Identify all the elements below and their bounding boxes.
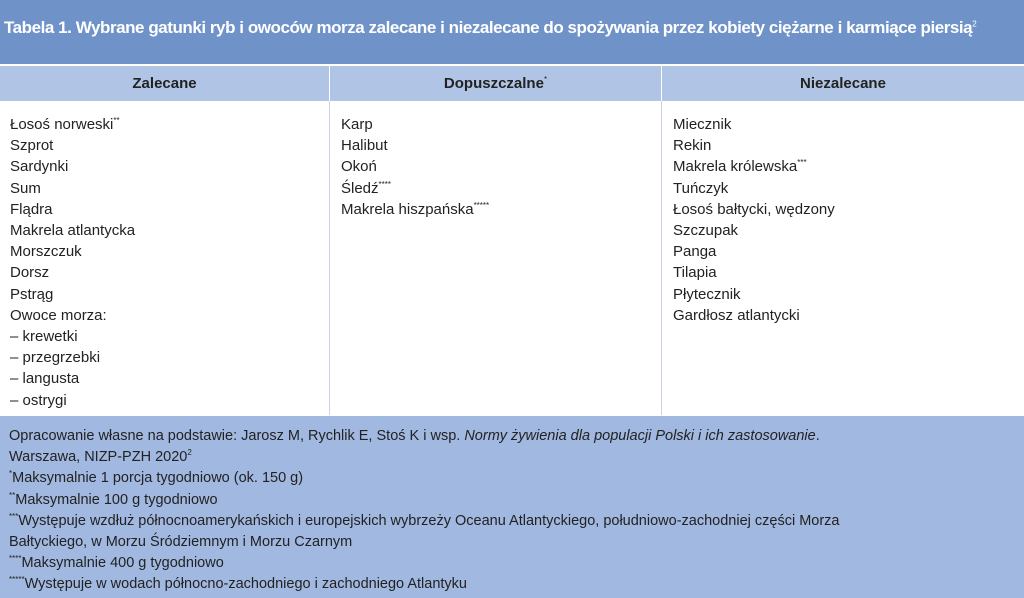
header-allowed-mark: * — [543, 75, 548, 84]
table-title-text: Tabela 1. Wybrane gatunki ryb i owoców morza zalecane i niezalecane do spożywania przez kobiety ciężarne i karmiące piersią — [4, 18, 973, 37]
list-item — [10, 114, 329, 135]
list-item — [673, 284, 1024, 305]
table-body-row — [0, 101, 1024, 415]
header-allowed — [330, 66, 662, 101]
list-item-text: Śledź — [341, 179, 379, 197]
source-suffix: . — [815, 428, 820, 444]
list-item-text: Gardłosz atlantycki — [673, 306, 800, 324]
list-item-text: Miecznik — [673, 116, 732, 133]
footnote-mark: ***** — [473, 200, 490, 210]
list-item — [341, 199, 661, 220]
footnote-mark: ** — [9, 490, 16, 500]
list-item — [673, 114, 1024, 135]
list-item-text: Makrela atlantycka — [10, 222, 136, 240]
header-recommended-label: Zalecane — [132, 75, 197, 92]
list-item-text: Płytecznik — [673, 285, 741, 303]
column-not-recommended — [662, 101, 1024, 415]
list-item — [10, 284, 329, 305]
list-item — [10, 368, 329, 389]
list-item — [673, 135, 1024, 156]
source-title: Normy żywienia dla populacji Polski i ich zastosowanie — [464, 428, 816, 444]
list-item — [10, 135, 329, 156]
list-item-text: Makrela hiszpańska — [341, 200, 474, 218]
list-item-text: Tilapia — [673, 264, 717, 282]
table-notes — [0, 416, 1024, 598]
footnote-text: Występuje w wodach północno-zachodniego i zachodniego Atlantyku — [24, 576, 467, 593]
list-item — [673, 241, 1024, 262]
source-ref: 2 — [187, 448, 192, 458]
list-item — [341, 178, 661, 199]
list-item-text: Dorsz — [10, 264, 50, 282]
list-item-text: Rekin — [673, 137, 712, 155]
source-publisher: Warszawa, NIZP-PZH 2020 — [9, 449, 188, 466]
footnote-mark: **** — [378, 179, 391, 189]
list-item-text: – krewetki — [10, 328, 78, 346]
list-item — [673, 220, 1024, 241]
footnote-line — [9, 574, 1024, 595]
footnote-text: Występuje wzdłuż północnoamerykańskich i europejskich wybrzeży Oceanu Atlantyckiego, południowo-zachodniej części Morza — [18, 512, 840, 529]
footnote-mark: **** — [9, 554, 22, 564]
column-recommended — [0, 101, 330, 415]
source-prefix: Opracowanie własne na podstawie: Jarosz M, Rychlik E, Stoś K i wsp. — [9, 428, 465, 444]
list-item-text: – langusta — [10, 370, 80, 388]
list-item-text: Owoce morza: — [10, 306, 107, 324]
footnotes — [9, 468, 1024, 595]
list-item — [10, 390, 329, 411]
header-recommended — [0, 66, 330, 101]
list-item — [10, 241, 329, 262]
list-item-text: Makrela królewska — [673, 158, 798, 176]
table-title — [0, 0, 1024, 64]
list-item — [10, 347, 329, 368]
list-item-text: Sum — [10, 179, 41, 197]
list-item-text: – ostrygi — [10, 391, 67, 409]
list-item — [341, 156, 661, 177]
footnote-line — [9, 490, 1024, 511]
footnote-mark: * — [9, 469, 13, 479]
list-item — [10, 326, 329, 347]
footnote-mark: ** — [113, 116, 120, 125]
list-item-text: Szczupak — [673, 222, 739, 240]
table-header-row — [0, 66, 1024, 101]
header-not-recommended-label: Niezalecane — [800, 75, 886, 92]
footnote-mark: *** — [9, 511, 19, 521]
footnote-text: Maksymalnie 100 g tygodniowo — [15, 491, 218, 508]
footnote-text: Bałtyckiego, w Morzu Śródziemnym i Morzu Czarnym — [9, 534, 353, 551]
header-not-recommended — [662, 66, 1024, 101]
footnote-mark: *** — [797, 158, 807, 168]
footnote-line — [9, 553, 1024, 574]
list-item — [10, 262, 329, 283]
list-item — [341, 114, 661, 135]
footnote-line — [9, 468, 1024, 489]
list-item — [10, 220, 329, 241]
list-item-text: – przegrzebki — [10, 349, 101, 367]
list-item — [10, 199, 329, 220]
list-item — [673, 305, 1024, 326]
footnote-mark: ***** — [9, 575, 25, 585]
list-item-text: Flądra — [10, 200, 53, 218]
list-item-text: Sardynki — [10, 158, 69, 176]
source-line-1 — [9, 426, 1024, 447]
list-item-text: Pstrąg — [10, 285, 54, 303]
list-item-text: Halibut — [341, 137, 388, 155]
list-item-text: Łosoś norweski — [10, 116, 114, 133]
list-item — [673, 199, 1024, 220]
footnote-text: Maksymalnie 1 porcja tygodniowo (ok. 150 g) — [12, 470, 304, 487]
list-item-text: Tuńczyk — [673, 179, 729, 197]
list-item — [10, 156, 329, 177]
list-item — [673, 262, 1024, 283]
table-title-ref: 2 — [972, 19, 977, 29]
source-line-2 — [9, 447, 1024, 468]
list-item — [341, 135, 661, 156]
footnote-text: Maksymalnie 400 g tygodniowo — [21, 555, 224, 572]
list-item-text: Łosoś bałtycki, wędzony — [673, 200, 835, 218]
column-allowed — [330, 101, 662, 415]
list-item-text: Morszczuk — [10, 243, 82, 261]
list-item — [673, 156, 1024, 177]
list-item — [10, 305, 329, 326]
list-item-text: Szprot — [10, 137, 54, 155]
footnote-line — [9, 511, 1024, 532]
list-item — [10, 178, 329, 199]
list-item-text: Karp — [341, 116, 373, 133]
list-item-text: Panga — [673, 243, 717, 261]
list-item — [673, 178, 1024, 199]
footnote-line — [9, 532, 1024, 553]
list-item-text: Okoń — [341, 158, 377, 176]
header-allowed-label: Dopuszczalne — [443, 75, 544, 92]
